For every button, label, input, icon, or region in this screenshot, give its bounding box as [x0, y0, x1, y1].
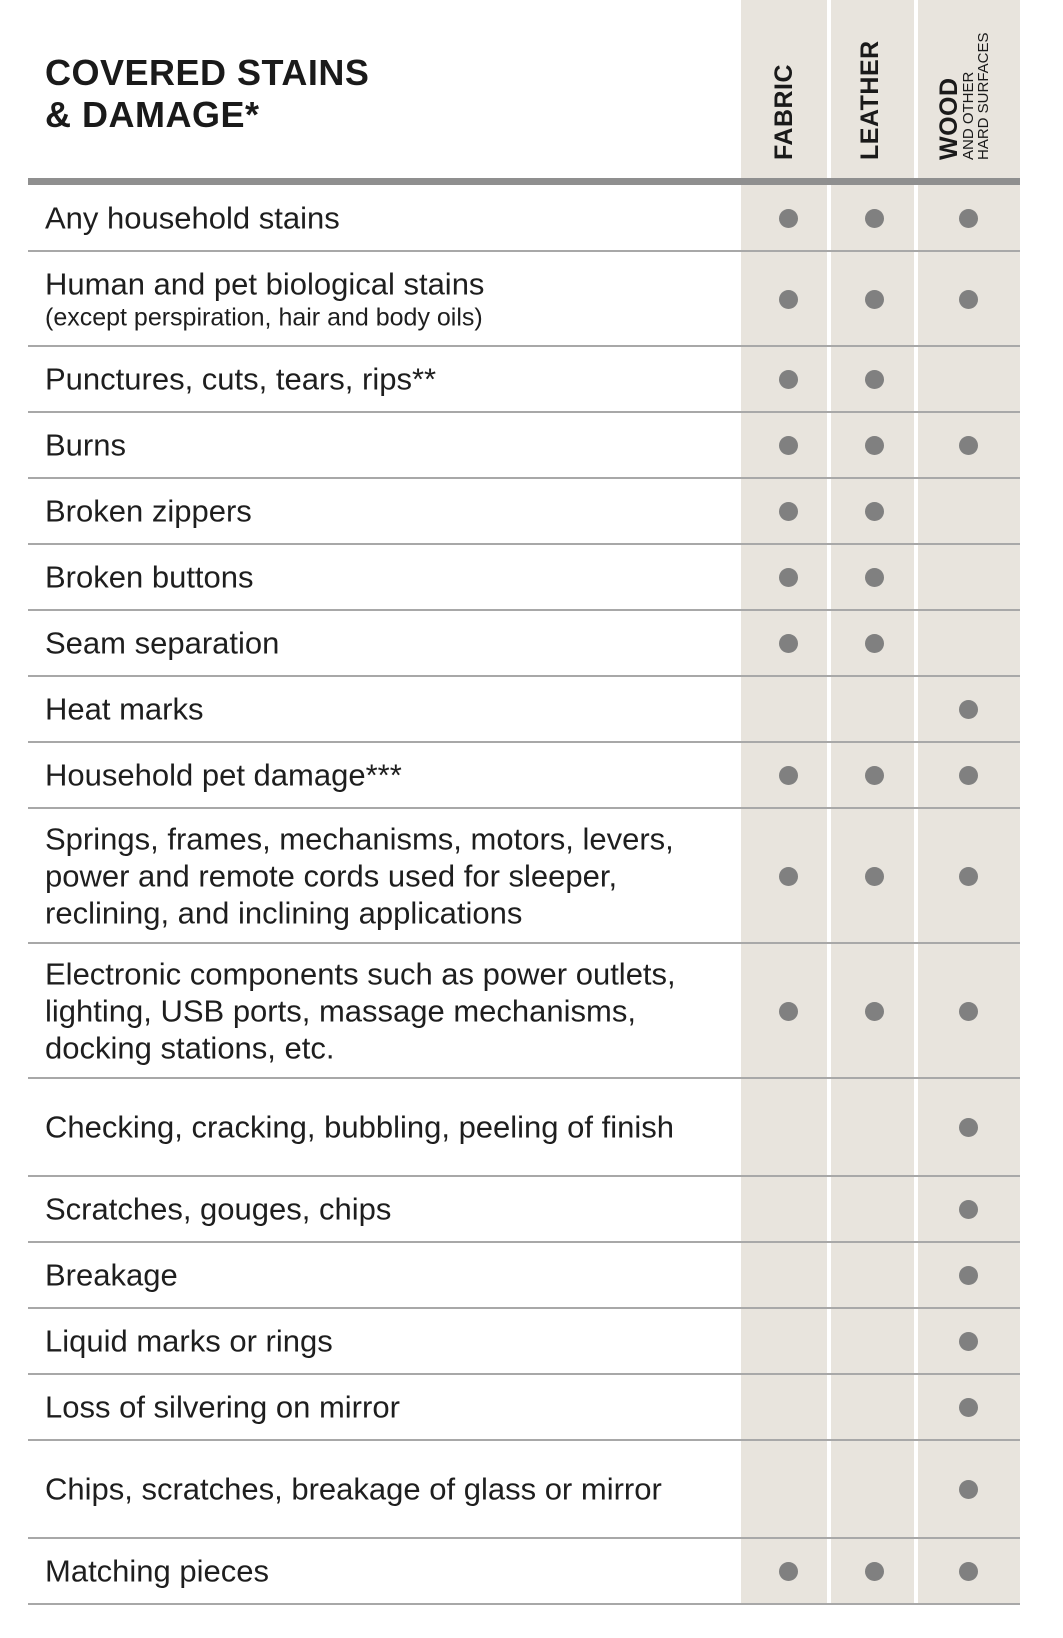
table-row — [28, 545, 1020, 611]
row-label — [45, 955, 745, 1066]
row-label-text: Breakage — [45, 1257, 178, 1293]
row-label-text: Human and pet biological stains — [45, 266, 485, 301]
table-row — [28, 1177, 1020, 1243]
wood-coverage-dot — [959, 1398, 978, 1417]
fabric-coverage-dot — [779, 436, 798, 455]
row-label-text: Checking, cracking, bubbling, peeling of finish — [45, 1109, 674, 1145]
wood-coverage-dot — [959, 436, 978, 455]
row-label — [45, 625, 745, 662]
wood-coverage-dot — [959, 1118, 978, 1137]
table-row — [28, 1309, 1020, 1375]
fabric-coverage-dot — [779, 502, 798, 521]
wood-header-sub-1: AND OTHER — [960, 71, 977, 160]
table-row — [28, 1375, 1020, 1441]
fabric-coverage-dot — [779, 370, 798, 389]
leather-coverage-dot — [865, 290, 884, 309]
leather-coverage-dot — [865, 209, 884, 228]
leather-coverage-dot — [865, 502, 884, 521]
row-label-text: Household pet damage*** — [45, 757, 402, 793]
header-divider — [28, 178, 1020, 185]
row-label-text: Scratches, gouges, chips — [45, 1191, 392, 1227]
row-label-text: Springs, frames, mechanisms, motors, levers, power and remote cords used for sleeper, reclining, and inclining applications — [45, 821, 674, 930]
row-label — [45, 361, 745, 398]
table-row — [28, 1539, 1020, 1605]
row-label-text: Electronic components such as power outlets, lighting, USB ports, massage mechanisms, docking stations, etc. — [45, 956, 676, 1065]
row-label — [45, 820, 745, 931]
leather-coverage-dot — [865, 436, 884, 455]
row-label — [45, 199, 745, 236]
wood-coverage-dot — [959, 1332, 978, 1351]
leather-coverage-dot — [865, 766, 884, 785]
wood-coverage-dot — [959, 1266, 978, 1285]
row-label-text: Punctures, cuts, tears, rips** — [45, 361, 437, 397]
row-label — [45, 1471, 745, 1508]
row-label-text: Broken zippers — [45, 493, 252, 529]
coverage-table — [28, 185, 1020, 1605]
table-row — [28, 944, 1020, 1079]
row-label — [45, 493, 745, 530]
title-line-1: COVERED STAINS — [45, 52, 370, 93]
table-row — [28, 479, 1020, 545]
row-label-text: Broken buttons — [45, 559, 254, 595]
row-label — [45, 1553, 745, 1590]
row-label-note: (except perspiration, hair and body oils) — [45, 303, 483, 331]
leather-coverage-dot — [865, 1562, 884, 1581]
wood-coverage-dot — [959, 1562, 978, 1581]
table-row — [28, 611, 1020, 677]
fabric-coverage-dot — [779, 568, 798, 587]
row-label — [45, 1389, 745, 1426]
table-row — [28, 809, 1020, 944]
title-line-2: & DAMAGE* — [45, 94, 260, 135]
row-label-text: Loss of silvering on mirror — [45, 1389, 400, 1425]
row-label — [45, 1323, 745, 1360]
row-label-text: Chips, scratches, breakage of glass or mirror — [45, 1471, 662, 1507]
row-label — [45, 427, 745, 464]
table-row — [28, 347, 1020, 413]
row-label — [45, 1191, 745, 1228]
fabric-coverage-dot — [779, 1002, 798, 1021]
table-row — [28, 413, 1020, 479]
wood-header-sub-2: HARD SURFACES — [975, 32, 992, 160]
row-label — [45, 265, 745, 332]
leather-coverage-dot — [865, 634, 884, 653]
table-row — [28, 1079, 1020, 1177]
row-label — [45, 757, 745, 794]
wood-coverage-dot — [959, 290, 978, 309]
row-label — [45, 1257, 745, 1294]
wood-header-group — [937, 32, 991, 160]
leather-coverage-dot — [865, 867, 884, 886]
wood-coverage-dot — [959, 1200, 978, 1219]
fabric-coverage-dot — [779, 290, 798, 309]
row-label-text: Any household stains — [45, 200, 340, 235]
leather-coverage-dot — [865, 1002, 884, 1021]
wood-coverage-dot — [959, 867, 978, 886]
leather-coverage-dot — [865, 370, 884, 389]
leather-coverage-dot — [865, 568, 884, 587]
row-label — [45, 1109, 745, 1146]
row-label-text: Matching pieces — [45, 1553, 270, 1589]
table-row — [28, 252, 1020, 347]
row-label — [45, 559, 745, 596]
table-row — [28, 1441, 1020, 1539]
row-label-text: Heat marks — [45, 691, 204, 727]
row-label-text: Burns — [45, 427, 126, 463]
wood-header-label: WOOD — [935, 77, 963, 160]
row-label-text: Seam separation — [45, 625, 280, 661]
wood-coverage-dot — [959, 1480, 978, 1499]
table-row — [28, 185, 1020, 252]
table-row — [28, 743, 1020, 809]
leather-header-label: LEATHER — [856, 40, 884, 160]
wood-coverage-dot — [959, 1002, 978, 1021]
fabric-header-label: FABRIC — [770, 63, 798, 160]
fabric-coverage-dot — [779, 634, 798, 653]
fabric-coverage-dot — [779, 867, 798, 886]
wood-coverage-dot — [959, 766, 978, 785]
row-label — [45, 691, 745, 728]
row-label-text: Liquid marks or rings — [45, 1323, 333, 1359]
fabric-coverage-dot — [779, 1562, 798, 1581]
fabric-coverage-dot — [779, 766, 798, 785]
table-title — [45, 52, 645, 136]
wood-coverage-dot — [959, 700, 978, 719]
wood-coverage-dot — [959, 209, 978, 228]
table-row — [28, 677, 1020, 743]
fabric-coverage-dot — [779, 209, 798, 228]
table-row — [28, 1243, 1020, 1309]
